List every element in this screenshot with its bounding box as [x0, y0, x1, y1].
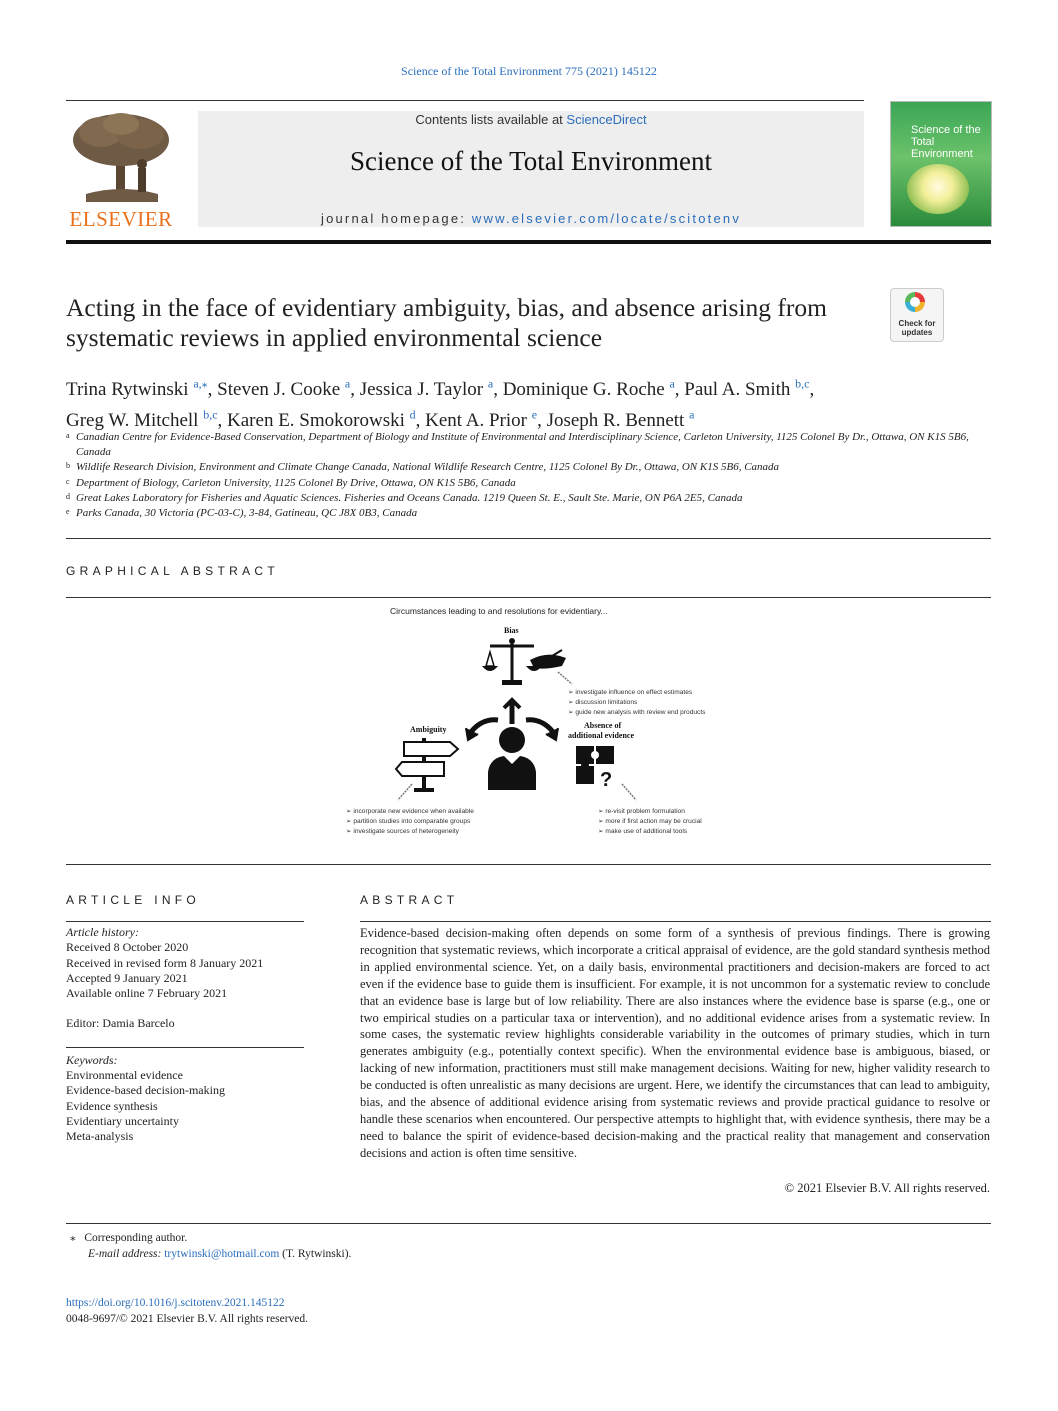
affiliation-text: Canadian Centre for Evidence-Based Conservation, Department of Biology and Institute of Environmental and Interdisciplinary Science, Carleton University, 1125 Colonel By Dr., Ottawa, ON K1S 5B6, Canada [76, 431, 969, 459]
author-name: Steven J. Cooke [217, 379, 341, 401]
sciencedirect-link[interactable]: ScienceDirect [566, 112, 647, 127]
author-affiliation-marker[interactable]: a [487, 377, 494, 391]
author-name: Greg W. Mitchell [66, 409, 199, 431]
email-label: E-mail address: [88, 1248, 162, 1260]
corresponding-footnote [70, 1230, 670, 1262]
affiliation-label: d [66, 491, 70, 501]
hand-icon [530, 650, 566, 669]
author-separator: , [809, 379, 815, 401]
author-affiliation-marker[interactable]: a [689, 407, 695, 422]
history-label: Article history: [66, 925, 139, 939]
homepage-line [198, 211, 864, 226]
abstract-heading: ABSTRACT [360, 893, 459, 907]
decision-maker-icon [466, 700, 558, 790]
abstract-body: Evidence-based decision-making often depends on some form of a synthesis of previous findings. There is growing recognition that systematic reviews, which incorporate a critical appraisal of evidence, are the gold standard synthesis method in applied environmental science. Yet, on a daily basis, environmental practitioners and decision-makers are forced to act even if the evidence base to guide them is insufficient. For example, it is not uncommon for a systematic review to conclude that an evidence base is large but of low reliability. There are also instances where the evidence base is sparse (e.g., one or two empirical studies on a particular taxa or intervention), and no additional evidence arises from a systematic review. In some cases, the systematic review highlights considerable variability in the outcomes of primary studies, which in turn generates ambiguity (e.g., potentially context specific). When the environmental evidence base is ambiguous, biased, or lacking of new information, practitioners must still make management decisions. Waiting for new, higher validity research to be conducted is often unrealistic as many decisions are urgent. Here, we identify the circumstances that can lead to ambiguity, bias, and the absence of additional evidence arising from systematic reviews and provide practical guidance to resolve or handle these scenarios when encountered. Our perspective attempts to highlight that, with evidence synthesis, there may be a need to balance the spirit of evidence-based decision-making and the practical reality that management and conservation decisions and action is often time sensitive. [360, 926, 990, 1160]
doi-block [66, 1296, 308, 1327]
keyword-item: Evidence synthesis [66, 1098, 158, 1113]
bias-arrow [558, 672, 572, 684]
corresponding-author-line [70, 1230, 670, 1246]
ga-absence-label-1: Absence of [584, 721, 622, 730]
article-info-rule [66, 921, 304, 922]
check-updates-line2: updates [901, 328, 933, 337]
ga-ambiguity-point: ➢ partition studies into comparable groups [346, 818, 471, 825]
author[interactable] [227, 407, 426, 431]
ga-absence-point: ➢ make use of additional tools [598, 828, 688, 835]
journal-title: Science of the Total Environment [349, 146, 712, 176]
affiliation-label: c [66, 476, 70, 486]
author-name: Jessica J. Taylor [359, 379, 484, 401]
keyword-item: Evidence-based decision-making [66, 1083, 225, 1098]
ga-ambiguity-point: ➢ investigate sources of heterogeneity [346, 828, 459, 835]
ga-ambiguity-label: Ambiguity [410, 725, 447, 734]
author-separator: , [207, 379, 218, 401]
ga-absence-point: ➢ more if first action may be crucial [598, 818, 702, 825]
author-separator: , [674, 379, 685, 401]
author-name: Kent A. Prior [425, 409, 527, 431]
author-name: Trina Rytwinski [66, 379, 189, 401]
abstract-copyright: © 2021 Elsevier B.V. All rights reserved. [784, 1181, 990, 1195]
author[interactable] [503, 379, 685, 400]
corresponding-label: Corresponding author. [84, 1232, 188, 1244]
elsevier-tree-icon [66, 110, 176, 206]
cover-title-line2: Total Environment [911, 136, 973, 160]
affiliation-text: Wildlife Research Division, Environment and Climate Change Canada, National Wildlife Research Centre, 1125 Colonel By Dr., Ottawa, ON K1S 5B6, Canada [76, 461, 780, 474]
article-title: Acting in the face of evidentiary ambiguity, bias, and absence arising from systematic reviews in applied environmental science [66, 293, 827, 352]
contents-line [198, 112, 864, 127]
issn-line: 0048-9697/© 2021 Elsevier B.V. All rights reserved. [66, 1312, 309, 1325]
ga-bias-label: Bias [504, 626, 519, 635]
doi-link[interactable]: https://doi.org/10.1016/j.scitotenv.2021.145122 [66, 1297, 285, 1309]
affiliation-label: a [66, 431, 70, 440]
author[interactable] [66, 379, 217, 400]
history-item: Available online 7 February 2021 [66, 986, 228, 1001]
keywords-label: Keywords: [66, 1052, 118, 1067]
ga-absence-label-2: additional evidence [568, 731, 635, 740]
author[interactable] [360, 379, 503, 400]
question-mark-icon: ? [600, 769, 613, 791]
affiliation-item [66, 491, 994, 506]
author-name: Joseph R. Bennett [546, 409, 685, 431]
author[interactable] [684, 379, 814, 400]
ga-absence-point: ➢ re-visit problem formulation [598, 808, 685, 815]
ga-bias-point: ➢ investigate influence on effect estimates [568, 689, 693, 696]
check-updates-icon [905, 292, 925, 312]
homepage-link[interactable]: www.elsevier.com/locate/scitotenv [471, 211, 742, 226]
ga-figure-title: Circumstances leading to and resolutions for evidentiary... [390, 606, 608, 616]
article-info-heading: ARTICLE INFO [66, 893, 201, 907]
author-separator: , [493, 379, 503, 401]
keyword-item: Meta-analysis [66, 1129, 134, 1144]
author[interactable] [217, 379, 360, 400]
cover-title-line1: Science of the [911, 124, 981, 136]
section-divider [66, 864, 991, 865]
affiliation-text: Parks Canada, 30 Victoria (PC-03-C), 3-84, Gatineau, QC J8X 0B3, Canada [76, 507, 418, 520]
absence-arrow [622, 784, 636, 800]
affiliation-item [66, 460, 994, 475]
puzzle-icon [576, 746, 614, 791]
ga-ambiguity-point: ➢ incorporate new evidence when available [346, 808, 474, 815]
affiliation-item [66, 506, 994, 521]
masthead-thick-rule [66, 240, 991, 244]
cover-orb-graphic [907, 164, 969, 214]
abstract-rule [360, 921, 991, 922]
history-item: Received 8 October 2020 [66, 940, 189, 955]
author-list [66, 372, 996, 433]
section-divider [66, 538, 991, 539]
ga-bias-point: ➢ guide new analysis with review end products [568, 709, 706, 716]
affiliation-list [66, 430, 994, 521]
editor-line: Editor: Damia Barcelo [66, 1016, 175, 1031]
homepage-prefix: journal homepage: [320, 211, 472, 226]
journal-citation[interactable]: Science of the Total Environment 775 (2021) 145122 [401, 64, 657, 78]
email-line [70, 1246, 670, 1262]
keyword-item: Evidentiary uncertainty [66, 1113, 179, 1128]
graphical-abstract-rule [66, 597, 991, 598]
author-separator: , [537, 409, 547, 431]
author-affiliation-marker[interactable]: a [669, 377, 675, 391]
email-link[interactable]: trytwinski@hotmail.com [164, 1248, 280, 1260]
affiliation-text: Great Lakes Laboratory for Fisheries and Aquatic Sciences. Fisheries and Oceans Canada. 1219 Queen St. E., Sault Ste. Marie, ON P6A 2E5, Canada [76, 491, 743, 504]
ambiguity-arrow [398, 784, 412, 800]
author-name: Karen E. Smokorowski [227, 409, 405, 431]
ga-bias-point: ➢ discussion limitations [568, 699, 638, 706]
affiliation-item [66, 430, 994, 460]
affiliation-text: Department of Biology, Carleton University, 1125 Colonel By Drive, Ottawa, ON K1S 5B6, Canada [76, 476, 516, 489]
signpost-icon [396, 738, 458, 792]
author-affiliation-marker[interactable]: d [409, 407, 416, 422]
author[interactable] [425, 407, 547, 431]
author[interactable] [66, 407, 228, 431]
author-name: Dominique G. Roche [502, 379, 665, 401]
header-rule [66, 100, 864, 101]
article-info-block [66, 925, 304, 1145]
author[interactable] [546, 407, 695, 431]
affiliation-label: b [66, 461, 70, 471]
keyword-item: Environmental evidence [66, 1068, 183, 1083]
contents-prefix: Contents lists available at [415, 112, 567, 127]
check-for-updates-badge[interactable] [890, 288, 944, 342]
author-separator: , [415, 409, 426, 431]
elsevier-wordmark: ELSEVIER [69, 207, 173, 231]
history-item: Accepted 9 January 2021 [66, 970, 188, 985]
author-affiliation-marker[interactable]: a [344, 377, 351, 391]
author-affiliation-marker[interactable]: a,⁎ [193, 377, 208, 391]
author-separator: , [217, 409, 228, 431]
author-name: Paul A. Smith [684, 379, 791, 401]
check-updates-line1: Check for [898, 319, 936, 328]
history-item: Received in revised form 8 January 2021 [66, 955, 264, 970]
author-affiliation-marker[interactable]: e [531, 407, 538, 422]
author-affiliation-marker[interactable]: b,c [795, 377, 810, 391]
journal-cover-image [890, 101, 992, 227]
affiliation-label: e [66, 507, 70, 517]
affiliation-item [66, 476, 994, 491]
graphical-abstract-heading: GRAPHICAL ABSTRACT [66, 564, 279, 578]
email-suffix: (T. Rytwinski). [279, 1248, 352, 1260]
author-affiliation-marker[interactable]: b,c [203, 407, 218, 422]
footnote-divider [66, 1223, 991, 1224]
cover-title [911, 124, 991, 160]
corresponding-marker: ⁎ [70, 1232, 76, 1244]
author-separator: , [350, 379, 360, 401]
graphical-abstract-figure [340, 600, 720, 840]
check-updates-label [891, 319, 943, 337]
